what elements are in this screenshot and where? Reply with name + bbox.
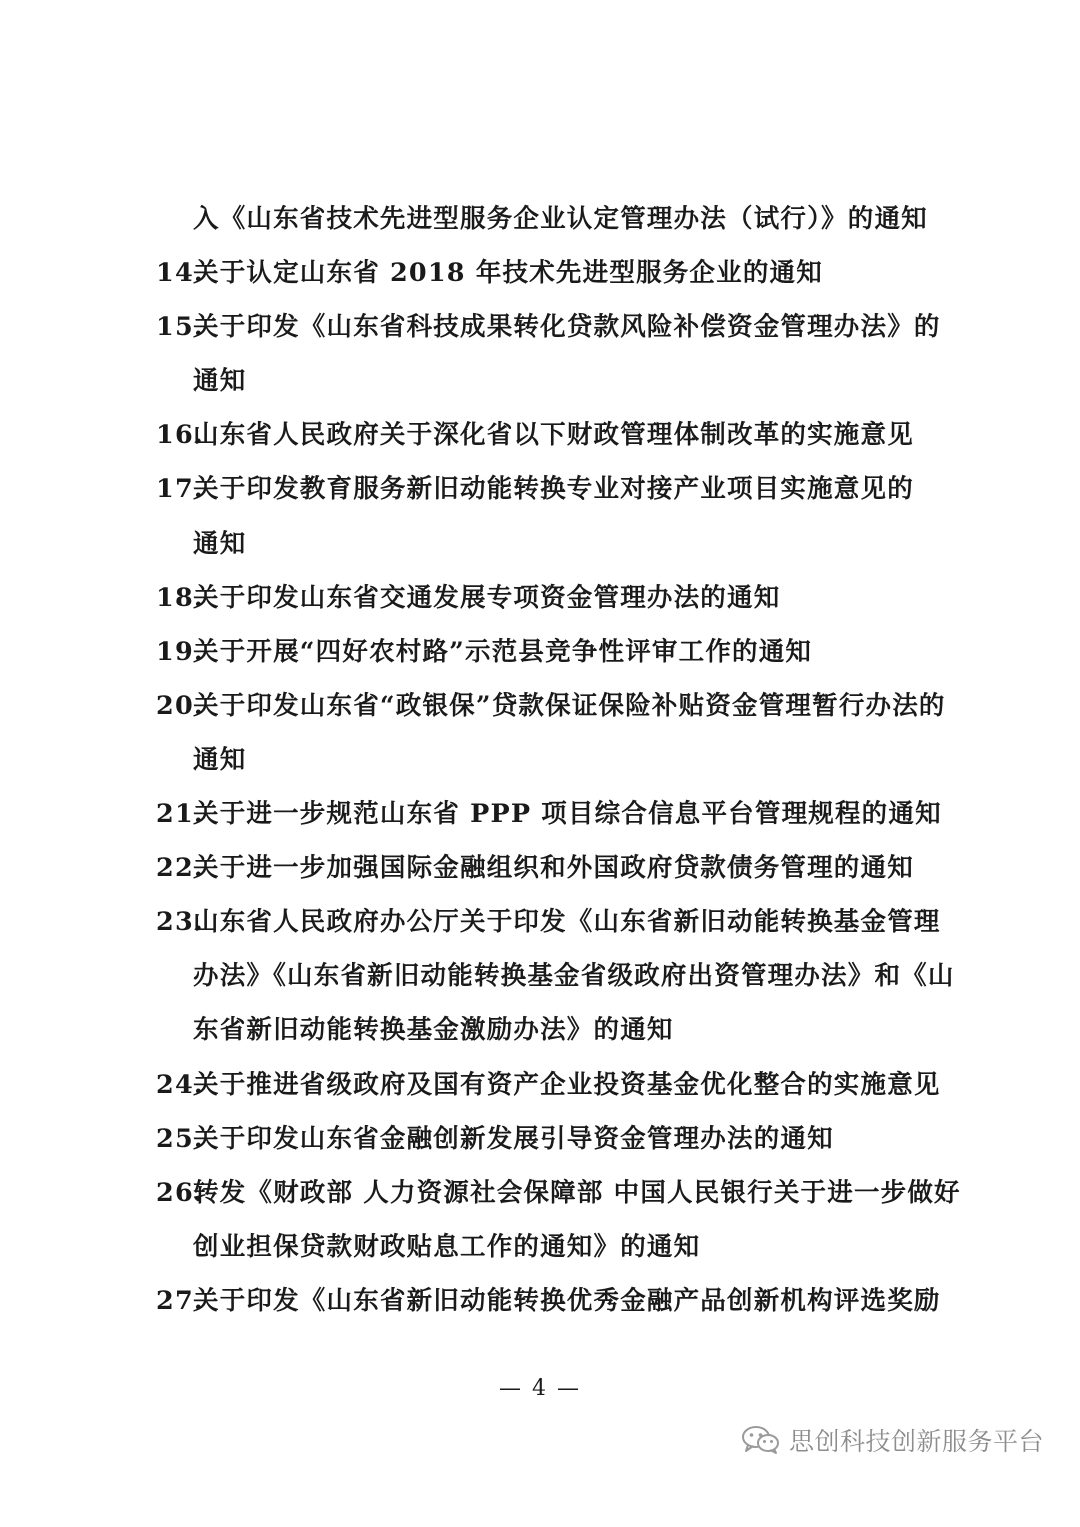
item-number: 20. [156,690,204,721]
list-item-continuation [0,1003,1080,1057]
item-number: 26. [156,1177,204,1208]
item-number: 14. [156,258,204,289]
item-text: 关于印发《山东省新旧动能转换优秀金融产品创新机构评选奖励 [193,1285,941,1316]
list-item [0,679,1080,733]
document-body [0,192,1080,1328]
item-text: 通知 [193,744,247,775]
item-text: 办法》《山东省新旧动能转换基金省级政府出资管理办法》和《山 [193,961,955,992]
item-number: 15. [156,312,204,343]
item-text: 关于印发山东省“政银保”贷款保证保险补贴资金管理暂行办法的 [193,690,946,721]
list-item [0,1112,1080,1166]
list-item-continuation [0,354,1080,408]
list-item [0,246,1080,300]
list-item [0,571,1080,625]
list-item [0,462,1080,516]
list-item-continuation [0,192,1080,246]
list-item-continuation [0,1220,1080,1274]
item-text: 山东省人民政府办公厅关于印发《山东省新旧动能转换基金管理 [193,907,941,938]
item-text: 转发《财政部 人力资源社会保障部 中国人民银行关于进一步做好 [193,1177,961,1208]
item-text: 创业担保贷款财政贴息工作的通知》的通知 [193,1231,701,1262]
item-text: 山东省人民政府关于深化省以下财政管理体制改革的实施意见 [193,420,914,451]
item-number: 21. [156,799,204,830]
list-item [0,408,1080,462]
item-text: 关于印发山东省交通发展专项资金管理办法的通知 [193,582,781,613]
list-item [0,625,1080,679]
wechat-icon [741,1425,781,1455]
item-text: 东省新旧动能转换基金激励办法》的通知 [193,1015,674,1046]
item-number: 24. [156,1069,204,1100]
item-number: 23. [156,907,204,938]
item-number: 19. [156,636,204,667]
item-text: 关于开展“四好农村路”示范县竞争性评审工作的通知 [193,636,813,667]
item-text: 关于印发教育服务新旧动能转换专业对接产业项目实施意见的 [193,474,914,505]
item-number: 18. [156,582,204,613]
item-number: 27. [156,1285,204,1316]
page-number: — 4 — [499,1376,581,1401]
list-item-continuation [0,517,1080,571]
list-item [0,1058,1080,1112]
item-text: 关于推进省级政府及国有资产企业投资基金优化整合的实施意见 [193,1069,941,1100]
item-text: 关于印发《山东省科技成果转化贷款风险补偿资金管理办法》的 [193,312,941,343]
item-text: 通知 [193,366,247,397]
list-item [0,1274,1080,1328]
item-text: 关于印发山东省金融创新发展引导资金管理办法的通知 [193,1123,834,1154]
watermark [741,1420,1044,1460]
list-item [0,300,1080,354]
list-item [0,895,1080,949]
list-item [0,1166,1080,1220]
list-item [0,841,1080,895]
item-text: 通知 [193,528,247,559]
item-text: 关于认定山东省 2018 年技术先进型服务企业的通知 [193,258,823,289]
item-text: 入《山东省技术先进型服务企业认定管理办法（试行）》的通知 [193,204,928,234]
item-number: 25. [156,1123,204,1154]
list-item [0,787,1080,841]
item-text: 关于进一步规范山东省 PPP 项目综合信息平台管理规程的通知 [193,799,942,830]
list-item-continuation [0,949,1080,1003]
item-number: 17. [156,474,204,505]
item-text: 关于进一步加强国际金融组织和外国政府贷款债务管理的通知 [193,853,914,884]
list-item-continuation [0,733,1080,787]
item-number: 22. [156,853,204,884]
item-number: 16. [156,420,204,451]
watermark-text: 思创科技创新服务平台 [788,1427,1044,1456]
